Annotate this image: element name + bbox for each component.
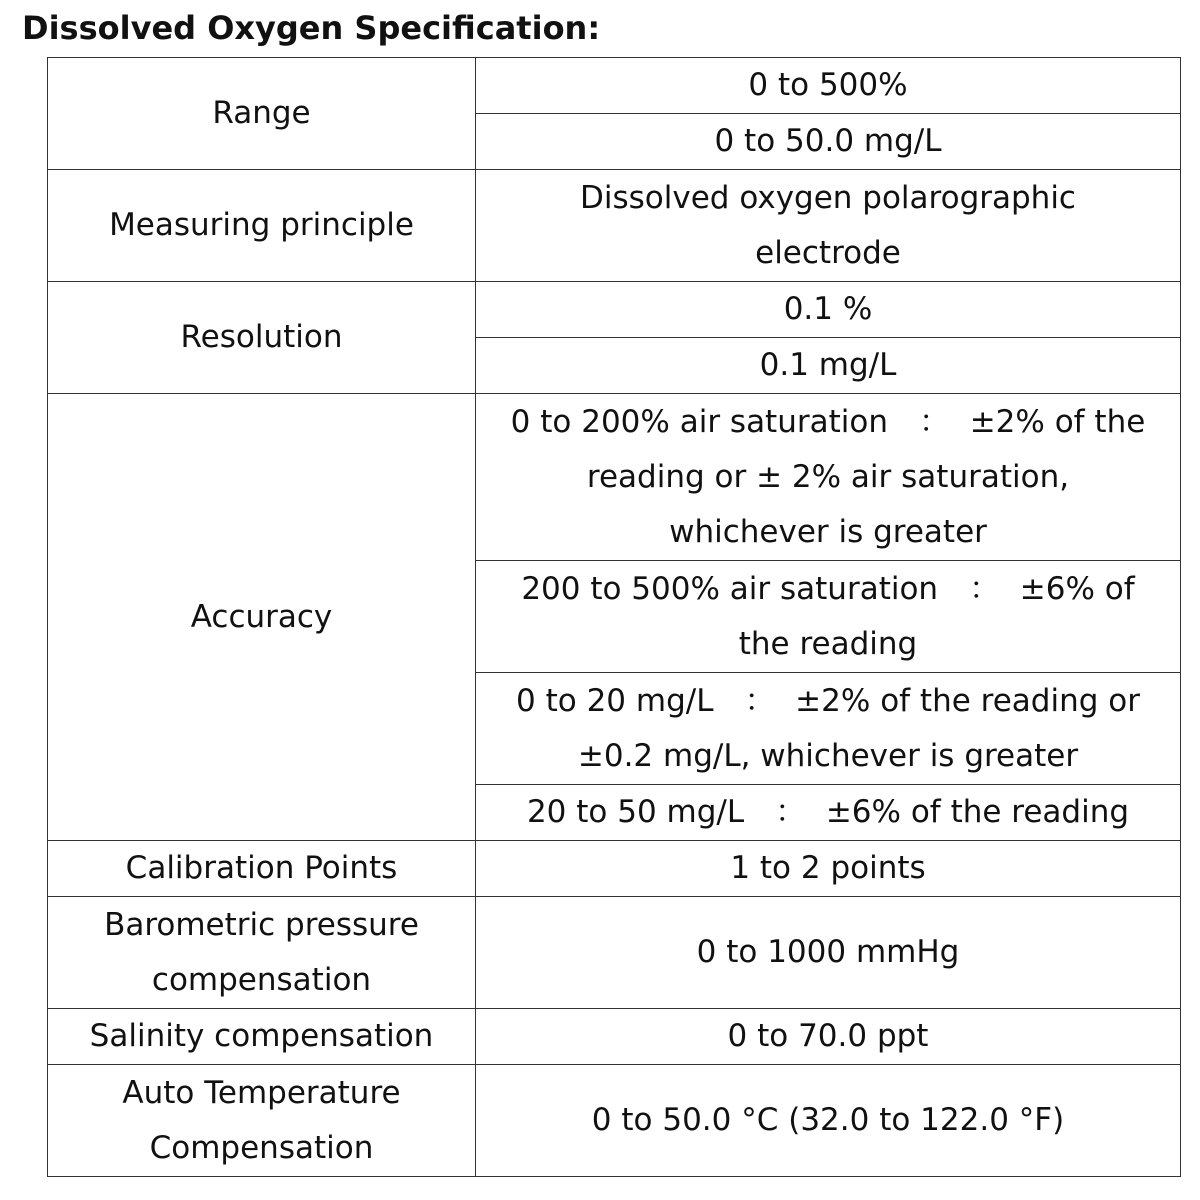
barometric-label: Barometric pressure compensation — [48, 897, 476, 1009]
measuring-principle-value: Dissolved oxygen polarographic electrode — [476, 170, 1181, 282]
salinity-value: 0 to 70.0 ppt — [476, 1009, 1181, 1065]
auto-temperature-label: Auto Temperature Compensation — [48, 1065, 476, 1177]
table-row-auto-temperature — [48, 1065, 1181, 1177]
measuring-principle-label: Measuring principle — [48, 170, 476, 282]
resolution-value-percent: 0.1 % — [476, 282, 1181, 338]
table-row-measuring-principle — [48, 170, 1181, 282]
page-title: Dissolved Oxygen Specification: — [22, 9, 601, 47]
table-row-salinity — [48, 1009, 1181, 1065]
auto-temperature-value: 0 to 50.0 °C (32.0 to 122.0 °F) — [476, 1065, 1181, 1177]
table-row-calibration-points — [48, 841, 1181, 897]
salinity-label: Salinity compensation — [48, 1009, 476, 1065]
accuracy-value-3: 0 to 20 mg/L ： ±2% of the reading or ±0.2 mg/L, whichever is greater — [476, 673, 1181, 785]
accuracy-value-4: 20 to 50 mg/L ： ±6% of the reading — [476, 785, 1181, 841]
resolution-value-mgl: 0.1 mg/L — [476, 338, 1181, 394]
calibration-points-label: Calibration Points — [48, 841, 476, 897]
range-value-percent: 0 to 500% — [476, 58, 1181, 114]
specification-table — [47, 57, 1181, 1177]
accuracy-label: Accuracy — [48, 394, 476, 841]
table-row-barometric — [48, 897, 1181, 1009]
resolution-label: Resolution — [48, 282, 476, 394]
table-row-accuracy — [48, 394, 1181, 561]
accuracy-value-1: 0 to 200% air saturation ： ±2% of the reading or ± 2% air saturation, whichever is greater — [476, 394, 1181, 561]
barometric-value: 0 to 1000 mmHg — [476, 897, 1181, 1009]
table-row-range — [48, 58, 1181, 114]
calibration-points-value: 1 to 2 points — [476, 841, 1181, 897]
table-row-resolution — [48, 282, 1181, 338]
accuracy-value-2: 200 to 500% air saturation ： ±6% of the reading — [476, 561, 1181, 673]
range-value-mgl: 0 to 50.0 mg/L — [476, 114, 1181, 170]
range-label: Range — [48, 58, 476, 170]
